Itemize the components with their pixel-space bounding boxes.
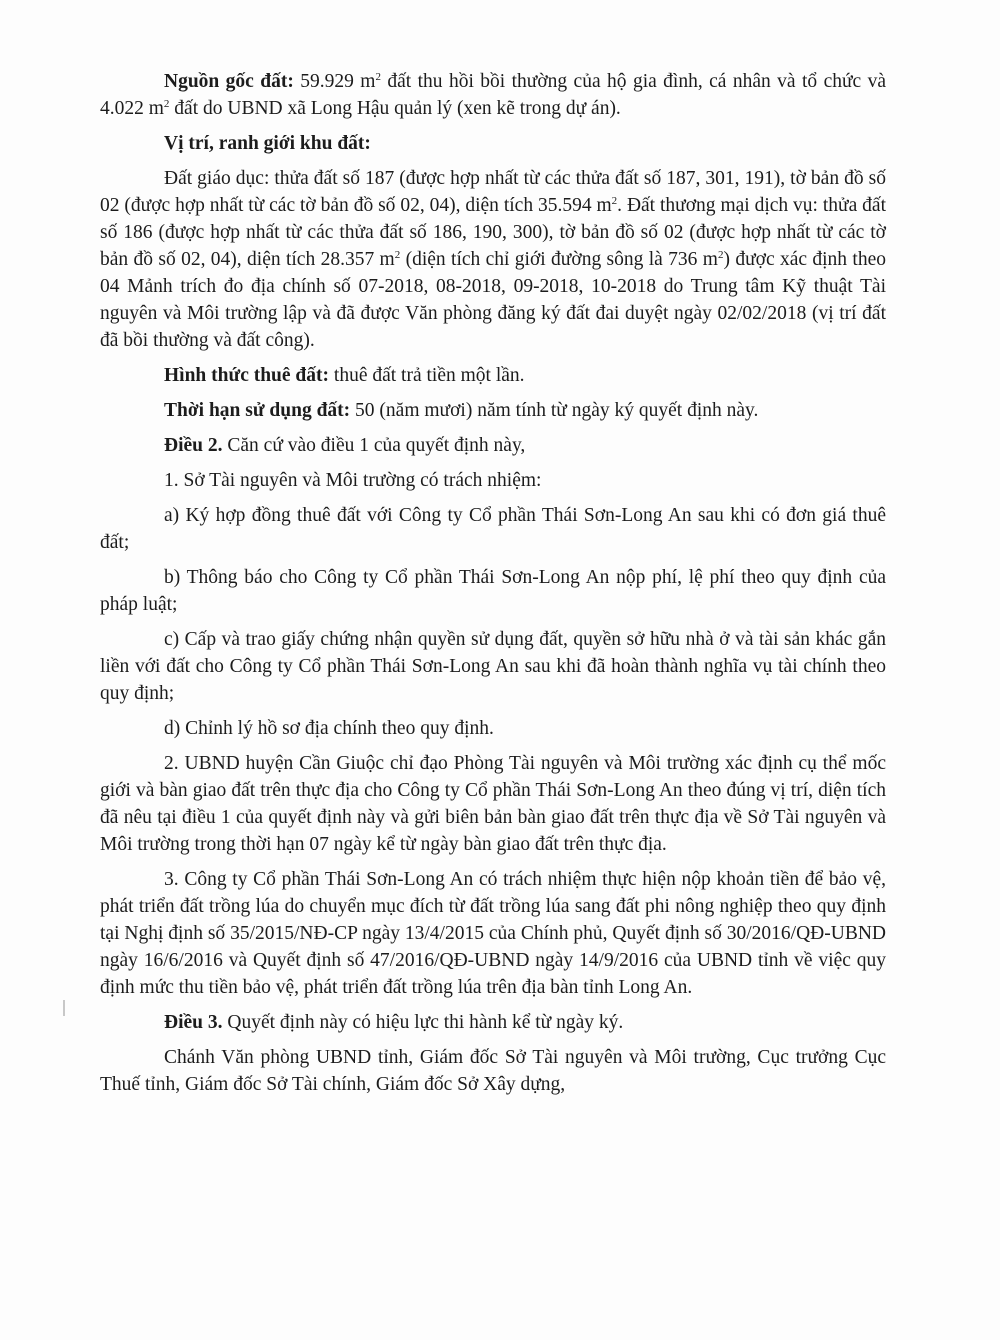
paragraph-implementation: Chánh Văn phòng UBND tỉnh, Giám đốc Sở Tài nguyên và Môi trường, Cục trưởng Cục Thuế tỉnh, Giám đốc Sở Tài chính, Giám đốc Sở Xây dựng, <box>100 1047 886 1095</box>
label-article-2: Điều 2. <box>164 435 223 456</box>
paragraph-location-heading <box>100 130 886 157</box>
label-lease-form: Hình thức thuê đất: <box>164 365 330 386</box>
paragraph-land-origin: Nguồn gốc đất: 59.929 $m^2$ đất thu hồi bồi thường của hộ gia đình, cá nhân và tổ chức và 4.022 $m^2$ đất do UBND xã Long Hậu quản lý (xen kẽ trong dự án). <box>100 71 887 119</box>
paragraph-item-c: c) Cấp và trao giấy chứng nhận quyền sử dụng đất, quyền sở hữu nhà ở và tài sản khác gắn liền với đất cho Công ty Cổ phần Thái Sơn-Long An sau khi đã hoàn thành nghĩa vụ tài chính theo quy định; <box>100 629 886 704</box>
scan-mark <box>63 1000 65 1016</box>
paragraph-article-3: Điều 3. Quyết định này có hiệu lực thi hành kể từ ngày ký. <box>164 1012 624 1033</box>
label-land-origin: Nguồn gốc đất: <box>164 71 294 92</box>
label-location: Vị trí, ranh giới khu đất: <box>164 133 371 154</box>
paragraph-article-2: Điều 2. Căn cứ vào điều 1 của quyết định này, <box>164 435 526 456</box>
paragraph-item-a: a) Ký hợp đồng thuê đất với Công ty Cổ phần Thái Sơn-Long An sau khi có đơn giá thuê đất; <box>100 505 886 553</box>
paragraph-item-1: 1. Sở Tài nguyên và Môi trường có trách nhiệm: <box>164 470 542 491</box>
paragraph-item-b: b) Thông báo cho Công ty Cổ phần Thái Sơn-Long An nộp phí, lệ phí theo quy định của pháp luật; <box>100 567 886 615</box>
document-body <box>100 68 886 1106</box>
paragraph-land-term: Thời hạn sử dụng đất: 50 (năm mươi) năm tính từ ngày ký quyết định này. <box>164 400 759 421</box>
label-land-term: Thời hạn sử dụng đất: <box>164 400 351 421</box>
paragraph-item-d: d) Chỉnh lý hồ sơ địa chính theo quy định. <box>164 718 494 739</box>
paragraph-lease-form: Hình thức thuê đất: thuê đất trả tiền một lần. <box>164 365 525 386</box>
paragraph-location-detail: Đất giáo dục: thửa đất số 187 (được hợp nhất từ các thửa đất số 187, 301, 191), tờ bản đồ số 02 (được hợp nhất từ các tờ bản đồ số 02, 04), diện tích 35.594 $m^2$. Đất thương mại dịch vụ: thửa đất số 186 (được hợp nhất từ các thửa đất số 186, 190, 300), tờ bản đồ số 02 (được hợp nhất từ các tờ bản đồ số 02, 04), diện tích 28.357 $m^2$ (diện tích chỉ giới đường sông là 736 $m^2$) được xác định theo 04 Mảnh trích đo địa chính số 07-2018, 08-2018, 09-2018, 10-2018 do Trung tâm Kỹ thuật Tài nguyên và Môi trường lập và đã được Văn phòng đăng ký đất đai duyệt ngày 02/02/2018 (vị trí đất đã bồi thường và đất công). <box>100 168 886 351</box>
paragraph-item-2: 2. UBND huyện Cần Giuộc chỉ đạo Phòng Tài nguyên và Môi trường xác định cụ thể mốc giới và bàn giao đất trên thực địa cho Công ty Cổ phần Thái Sơn-Long An theo đúng vị trí, diện tích đã nêu tại điều 1 của quyết định này và gửi biên bản bàn giao đất trên thực địa về Sở Tài nguyên và Môi trường trong thời hạn 07 ngày kể từ ngày bàn giao đất trên thực địa. <box>100 753 886 855</box>
paragraph-item-3: 3. Công ty Cổ phần Thái Sơn-Long An có trách nhiệm thực hiện nộp khoản tiền để bảo vệ, phát triển đất trồng lúa do chuyển mục đích từ đất trồng lúa sang đất phi nông nghiệp theo quy định tại Nghị định số 35/2015/NĐ-CP ngày 13/4/2015 của Chính phủ, Quyết định số 30/2016/QĐ-UBND ngày 16/6/2016 và Quyết định số 47/2016/QĐ-UBND ngày 14/9/2016 của UBND tỉnh về việc quy định mức thu tiền bảo vệ, phát triển đất trồng lúa trên địa bàn tỉnh Long An. <box>100 869 886 998</box>
label-article-3: Điều 3. <box>164 1012 223 1033</box>
